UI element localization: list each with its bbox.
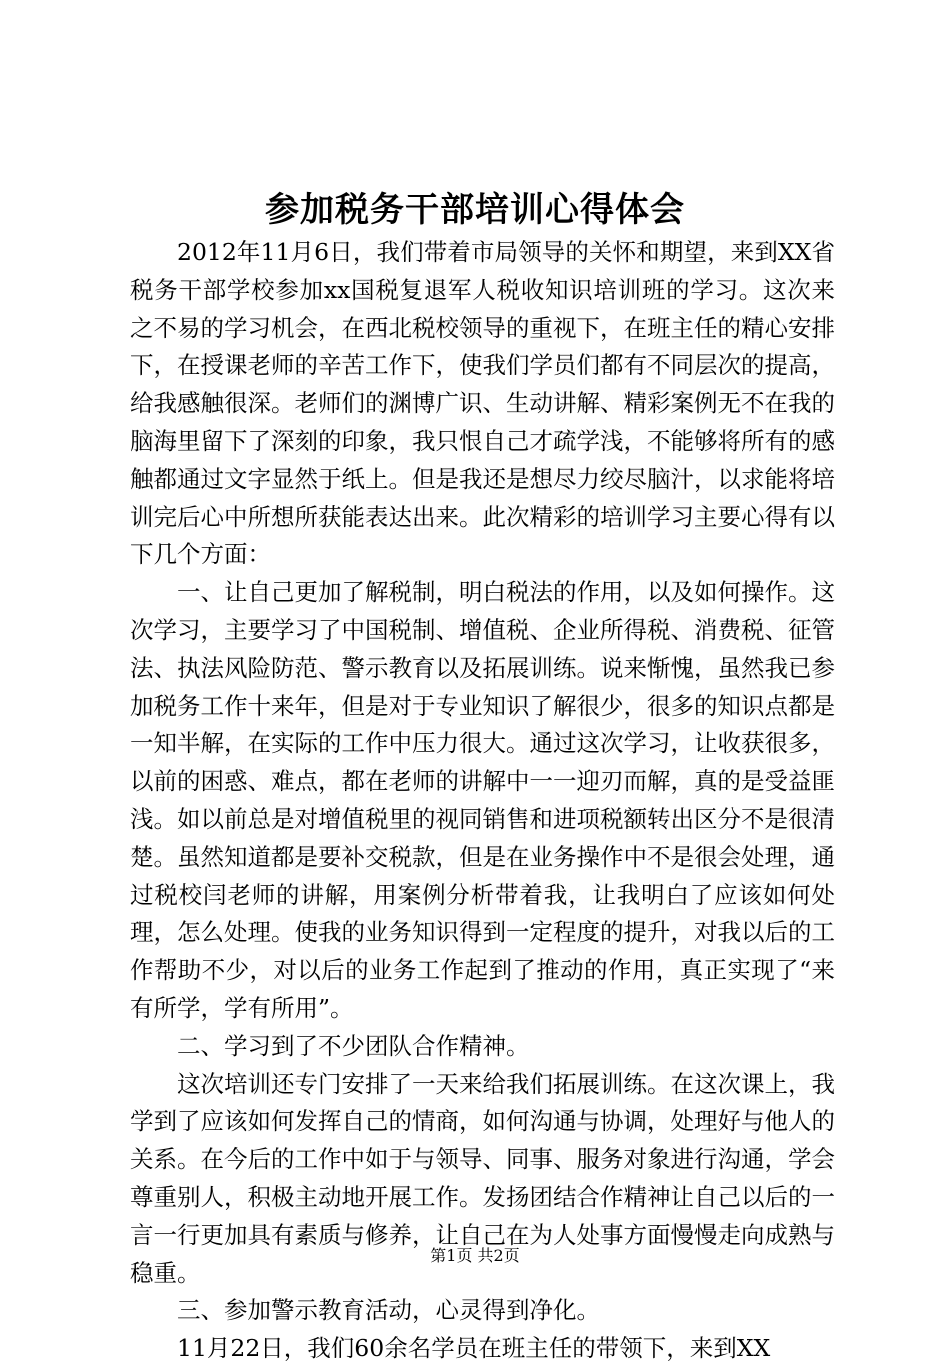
paragraph-intro: 2012年11月6日，我们带着市局领导的关怀和期望，来到XX省税务干部学校参加xx国税复退军人税收知识培训班的学习。这次来之不易的学习机会，在西北税校领导的重视下，在班主任的精心安排下，在授课老师的辛苦工作下，使我们学员们都有不同层次的提高，给我感触很深。老师们的渊博广识、生动讲解、精彩案例无不在我的脑海里留下了深刻的印象，我只恨自己才疏学浅，不能够将所有的感触都通过文字显然于纸上。但是我还是想尽力绞尽脑汁，以求能将培训完后心中所想所获能表达出来。此次精彩的培训学习主要心得有以下几个方面： [130, 238, 835, 569]
paragraph-section-2: 这次培训还专门安排了一天来给我们拓展训练。在这次课上，我学到了应该如何发挥自己的情商，如何沟通与协调，处理好与他人的关系。在今后的工作中如于与领导、同事、服务对象进行沟通，学会尊重别人，积极主动地开展工作。发扬团结合作精神让自己以后的一言一行更加具有素质与修养，让自己在为人处事方面慢慢走向成熟与稳重。 [130, 1069, 835, 1287]
heading-section-2: 二、学习到了不少团队合作精神。 [177, 1031, 530, 1060]
paragraph-section-1: 一、让自己更加了解税制，明白税法的作用，以及如何操作。这次学习，主要学习了中国税制、增值税、企业所得税、消费税、征管法、执法风险防范、警示教育以及拓展训练。说来惭愧，虽然我已参加税务工作十来年，但是对于专业知识了解很少，很多的知识点都是一知半解，在实际的工作中压力很大。通过这次学习，让收获很多，以前的困惑、难点，都在老师的讲解中一一迎刃而解，真的是受益匪浅。如以前总是对增值税里的视同销售和进项税额转出区分不是很清楚。虽然知道都是要补交税款，但是在业务操作中不是很会处理，通过税校闫老师的讲解，用案例分析带着我，让我明白了应该如何处理，怎么处理。使我的业务知识得到一定程度的提升，对我以后的工作帮助不少，对以后的业务工作起到了推动的作用，真正实现了“来有所学，学有所用”。 [130, 578, 835, 1022]
heading-section-3: 三、参加警示教育活动，心灵得到净化。 [177, 1296, 600, 1325]
document-body [130, 234, 835, 1368]
document-title: 参加税务干部培训心得体会 [265, 190, 685, 230]
paragraph-section-3: 11月22日，我们60余名学员在班主任的带领下，来到XX [177, 1334, 771, 1363]
page-number-footer: 第1页 共2页 [430, 1246, 520, 1265]
